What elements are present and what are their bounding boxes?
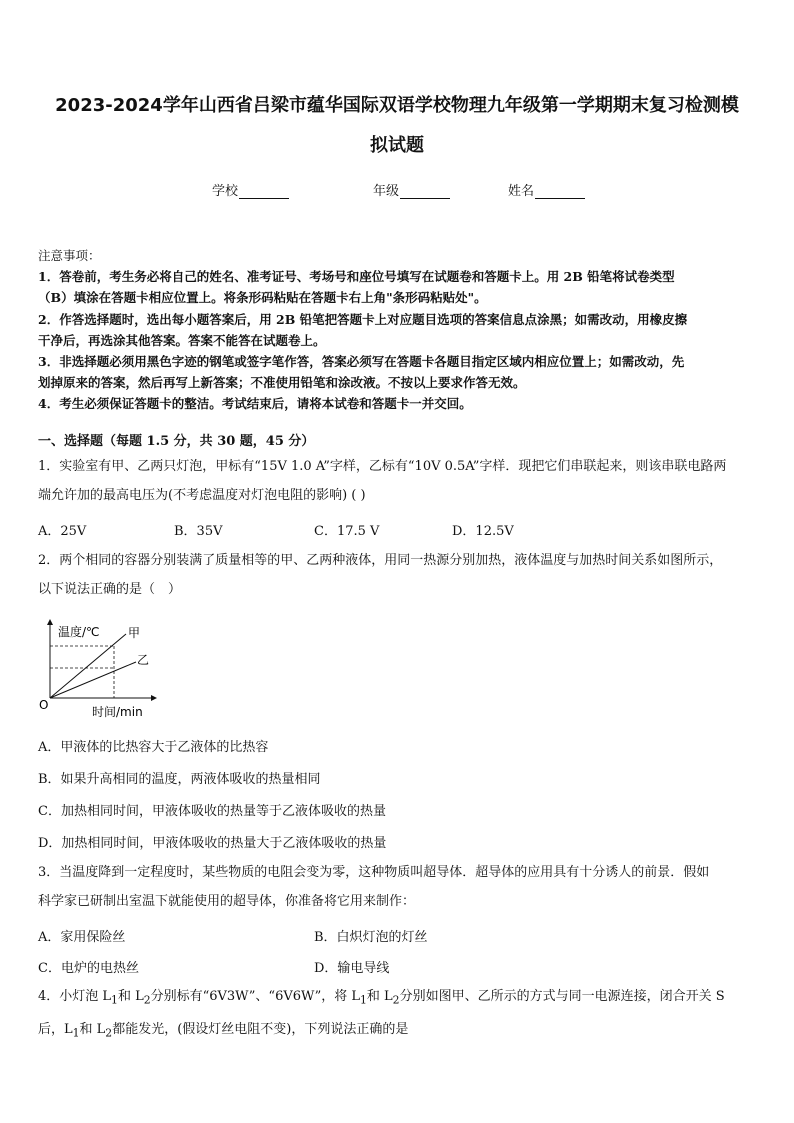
notes-line: （B）填涂在答题卡相应位置上。将条形码粘贴在答题卡右上角"条形码粘贴处"。 bbox=[38, 290, 487, 306]
option-d[interactable]: D．加热相同时间，甲液体吸收的热量大于乙液体吸收的热量 bbox=[38, 836, 387, 851]
q4-text: 分别标有“6V3W”、“6V6W”，将 L bbox=[150, 989, 361, 1004]
q4-subscript: 1 bbox=[72, 1026, 80, 1040]
graph-label-yi: 乙 bbox=[137, 653, 150, 667]
question-2-line2: 以下说法正确的是（ ） bbox=[38, 582, 182, 597]
notes-block bbox=[38, 245, 758, 415]
notes-line: 2．作答选择题时，选出每小题答案后，用 2B 铅笔把答题卡上对应题目选项的答案信息点涂黑；如需改动，用橡皮擦 bbox=[38, 311, 688, 327]
q4-text: 分别如图甲、乙所示的方式与同一电源连接，闭合开关 S bbox=[399, 989, 725, 1004]
graph-origin: O bbox=[39, 698, 49, 712]
question-2-options bbox=[38, 732, 760, 860]
q4-subscript: 2 bbox=[143, 993, 151, 1007]
exam-title-line2: 拟试题 bbox=[370, 135, 424, 156]
q4-text: 都能发光，(假设灯丝电阻不变)，下列说法正确的是 bbox=[112, 1021, 409, 1037]
q4-text: 后，L bbox=[38, 1021, 73, 1037]
q4-text: 4．小灯泡 L bbox=[38, 989, 112, 1004]
line-yi bbox=[50, 662, 136, 698]
graph-label-jia: 甲 bbox=[128, 626, 141, 640]
grade-field[interactable] bbox=[373, 180, 450, 199]
question-4-line1 bbox=[38, 982, 760, 1015]
option-b[interactable]: B．35V bbox=[174, 524, 223, 539]
notes-heading: 注意事项： bbox=[38, 248, 101, 263]
line-jia bbox=[50, 634, 126, 698]
option-a[interactable]: A．家用保险丝 bbox=[38, 930, 126, 945]
grade-label: 年级 bbox=[373, 184, 400, 199]
option-d[interactable]: D．12.5V bbox=[452, 524, 514, 539]
option-a[interactable]: A．甲液体的比热容大于乙液体的比热容 bbox=[38, 740, 269, 755]
question-3-line2: 科学家已研制出室温下就能使用的超导体，你准备将它用来制作： bbox=[38, 894, 416, 909]
question-1-line1: 1．实验室有甲、乙两只灯泡，甲标有“15V 1.0 A”字样，乙标有“10V 0.5A”字样．现把它们串联起来，则该串联电路两 bbox=[38, 459, 727, 474]
option-b[interactable]: B．白炽灯泡的灯丝 bbox=[314, 930, 428, 945]
option-c[interactable]: C．电炉的电热丝 bbox=[38, 961, 139, 976]
question-1 bbox=[38, 452, 760, 510]
notes-line: 划掉原来的答案，然后再写上新答案；不准使用铅笔和涂改液。不按以上要求作答无效。 bbox=[38, 375, 526, 391]
q4-text: 和 L bbox=[79, 1021, 106, 1037]
option-c[interactable]: C．17.5 V bbox=[314, 524, 380, 539]
school-blank[interactable] bbox=[239, 184, 289, 199]
school-field[interactable] bbox=[212, 180, 289, 199]
option-d[interactable]: D．输电导线 bbox=[314, 961, 390, 976]
notes-line: 1．答卷前，考生务必将自己的姓名、准考证号、考场号和座位号填写在试题卷和答题卡上。用 2B 铅笔将试卷类型 bbox=[38, 269, 675, 285]
name-blank[interactable] bbox=[535, 184, 585, 199]
question-3 bbox=[38, 858, 760, 916]
exam-title bbox=[30, 86, 764, 166]
graph-xlabel: 时间/min bbox=[92, 705, 143, 719]
option-b[interactable]: B．如果升高相同的温度，两液体吸收的热量相同 bbox=[38, 772, 321, 787]
question-4-line2 bbox=[38, 1015, 760, 1048]
school-label: 学校 bbox=[212, 184, 239, 199]
question-2 bbox=[38, 546, 760, 604]
section-heading: 一、选择题（每题 1.5 分，共 30 题，45 分） bbox=[38, 434, 315, 449]
q4-subscript: 1 bbox=[360, 993, 367, 1007]
option-c[interactable]: C．加热相同时间，甲液体吸收的热量等于乙液体吸收的热量 bbox=[38, 804, 386, 819]
notes-line: 3．非选择题必须用黑色字迹的钢笔或签字笔作答，答案必须写在答题卡各题目指定区域内相应位置上；如需改动，先 bbox=[38, 354, 685, 370]
question-3-line1: 3．当温度降到一定程度时，某些物质的电阻会变为零，这种物质叫超导体．超导体的应用具有十分诱人的前景．假如 bbox=[38, 865, 710, 880]
question-2-line1: 2．两个相同的容器分别装满了质量相等的甲、乙两种液体，用同一热源分别加热，液体温度与加热时间关系如图所示， bbox=[38, 553, 723, 568]
q4-text: 和 L bbox=[366, 989, 393, 1004]
exam-title-line1: 2023-2024学年山西省吕梁市蕴华国际双语学校物理九年级第一学期期末复习检测模 bbox=[55, 95, 739, 116]
notes-line: 干净后，再选涂其他答案。答案不能答在试题卷上。 bbox=[38, 332, 326, 348]
temperature-time-graph bbox=[36, 616, 166, 724]
grade-blank[interactable] bbox=[400, 184, 450, 199]
q4-subscript: 2 bbox=[392, 993, 400, 1007]
name-label: 姓名 bbox=[508, 184, 535, 199]
option-a[interactable]: A．25V bbox=[38, 524, 87, 539]
graph-ylabel: 温度/℃ bbox=[58, 625, 100, 639]
name-field[interactable] bbox=[508, 180, 585, 199]
q4-subscript: 2 bbox=[105, 1026, 113, 1040]
notes-line: 4．考生必须保证答题卡的整洁。考试结束后，请将本试卷和答题卡一并交回。 bbox=[38, 396, 472, 412]
question-4 bbox=[38, 982, 760, 1047]
q4-subscript: 1 bbox=[111, 993, 118, 1007]
question-1-line2: 端允许加的最高电压为(不考虑温度对灯泡电阻的影响) ( ) bbox=[38, 488, 366, 503]
q4-text: 和 L bbox=[117, 989, 144, 1004]
